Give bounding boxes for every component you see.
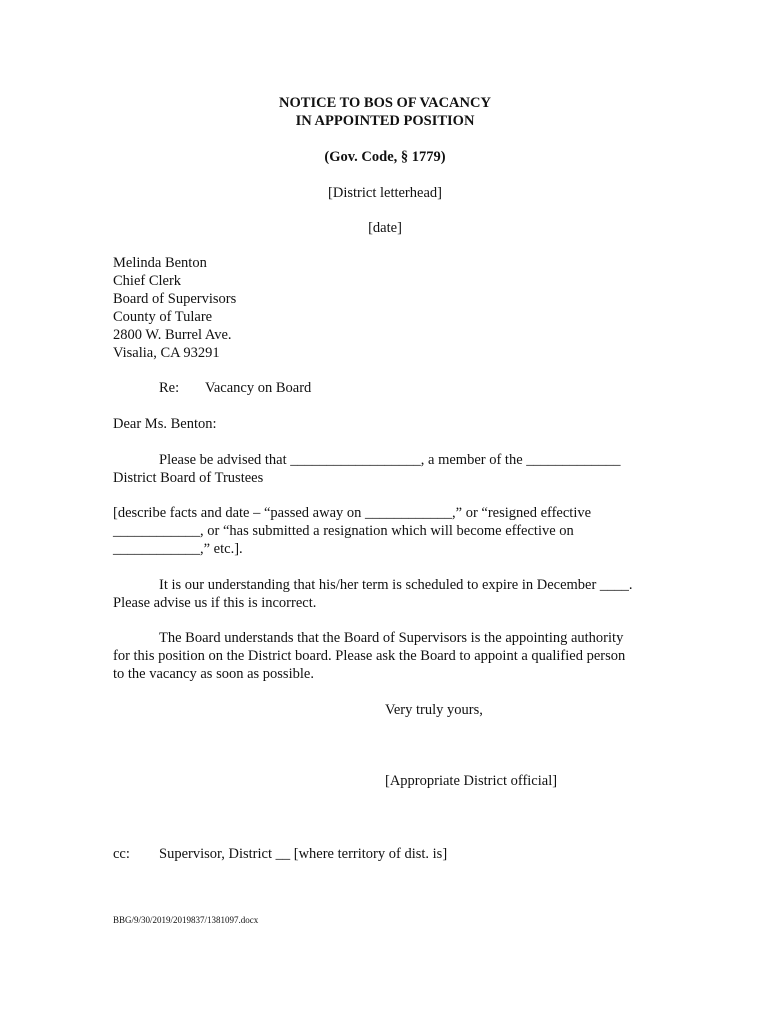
paragraph-4-line-1: The Board understands that the Board of Supervisors is the appointing authority (159, 630, 624, 646)
recipient-city: Visalia, CA 93291 (113, 345, 220, 361)
paragraph-1-line-1: Please be advised that __________________, a member of the _____________ (159, 452, 621, 468)
recipient-org: Board of Supervisors (113, 291, 237, 307)
document-id-footer: BBG/9/30/2019/2019837/1381097.docx (113, 915, 259, 925)
paragraph-4-line-3: to the vacancy as soon as possible. (113, 666, 314, 682)
paragraph-4-line-2: for this position on the District board. Please ask the Board to appoint a qualified person (113, 648, 626, 664)
cc-text: Supervisor, District __ [where territory of dist. is] (159, 846, 448, 862)
paragraph-2-line-3: ____________,” etc.]. (113, 541, 243, 557)
recipient-street: 2800 W. Burrel Ave. (113, 327, 232, 343)
paragraph-3-line-1: It is our understanding that his/her term is scheduled to expire in December ____. (159, 577, 633, 593)
paragraph-2-line-1: [describe facts and date – “passed away on ____________,” or “resigned effective (113, 505, 592, 521)
re-label: Re: (159, 380, 180, 396)
date-placeholder: [date] (368, 220, 402, 236)
recipient-name: Melinda Benton (113, 255, 207, 271)
title-line-1: NOTICE TO BOS OF VACANCY (279, 95, 491, 111)
salutation: Dear Ms. Benton: (113, 416, 217, 432)
paragraph-3-line-2: Please advise us if this is incorrect. (113, 595, 317, 611)
re-subject: Vacancy on Board (205, 380, 312, 396)
title-line-2: IN APPOINTED POSITION (295, 113, 475, 129)
signatory-placeholder: [Appropriate District official] (385, 773, 558, 789)
code-reference: (Gov. Code, § 1779) (324, 149, 446, 165)
recipient-county: County of Tulare (113, 309, 213, 325)
valediction: Very truly yours, (385, 702, 483, 718)
paragraph-2-line-2: ____________, or “has submitted a resignation which will become effective on (113, 523, 574, 539)
paragraph-1-line-2: District Board of Trustees (113, 470, 264, 486)
cc-label: cc: (113, 846, 130, 862)
letterhead-placeholder: [District letterhead] (328, 185, 442, 201)
recipient-title: Chief Clerk (113, 273, 182, 289)
